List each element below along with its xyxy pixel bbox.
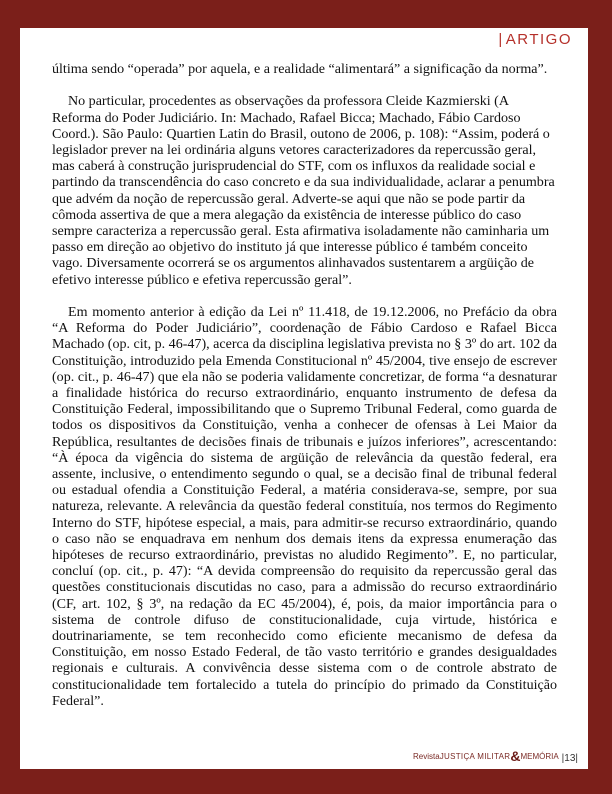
- footer-journal-name: JUSTIÇA MILITAR: [439, 752, 511, 761]
- paragraph-lei-11418: Em momento anterior à edição da Lei nº 11.418, de 19.12.2006, no Prefácio da obra “A Reforma do Poder Judiciário”, coordenação de Fábio Cardoso e Rafael Bicca Machado (op. cit, p. 46-47), acerca da disciplina legislativa prevista no § 3º do art. 102 da Constituição, introduzido pela Emenda Constitucional nº 45/2004, tive ensejo de escrever (op. cit., p. 46-47) que ela não se poderia validamente concretizar, de forma “a desnaturar a finalidade histórica do recurso extraordinário, enquanto instrumento de defesa da Constituição Federal, impossibilitando que o Supremo Tribunal Federal, como guarda de todos os dispositivos da Constituição, venha a conhecer de ofensas à Lei Maior da República, resultantes de decisões finais de tribunais e juízos inferiores”, acrescentando: “À época da vigência do sistema de argüição de relevância da questão federal, era assente, inclusive, o entendimento segundo o qual, se a decisão final de tribunal federal ou estadual ofendia a Constituição Federal, a matéria considerava-se, sempre, por sua natureza, relevante. A relevância da questão federal constituía, nos termos do Regimento Interno do STF, hipótese especial, a mais, para admitir-se recurso extraordinário, quando o caso não se enquadrava em nenhum dos demais itens da expressa enumeração das hipóteses de recurso extraordinário, previstas no aludido Regimento”. E, no particular, concluí (op. cit., p. 47): “A devida compreensão do requisito da repercussão geral das questões constitucionais discutidas no caso, para a admissão do recurso extraordinário (CF, art. 102, § 3º, na redação da EC 45/2004), é, pois, da maior importância para o sistema de controle difuso de constitucionalidade, cuja virtude, histórica e doutrinariamente, se tem reconhecido como eficiente mecanismo de defesa da Constituição, em nosso Estado Federal, de tão vasto território e grandes desigualdades regionais e culturais. A convivência desse sistema com o de controle abstrato de constitucionalidade tem fortalecido a tutela do princípio do primado da Constituição Federal”.: [52, 304, 557, 709]
- page-sheet: [20, 28, 588, 769]
- section-label: ARTIGO: [505, 31, 572, 48]
- page-number: |13|: [561, 753, 578, 764]
- journal-footer: [413, 748, 578, 766]
- section-tag: | ARTIGO: [498, 31, 572, 48]
- paragraph-continuation: última sendo “operada” por aquela, e a realidade “alimentará” a significação da norma”.: [52, 61, 548, 77]
- paragraph-kazmierski-quote: No particular, procedentes as observações da professora Cleide Kazmierski (A Reforma do Poder Judiciário. In: Machado, Rafael Bicca; Machado, Fábio Cardoso Coord.). São Paulo: Quartien Latin do Brasil, outono de 2006, p. 108): “Assim, poderá o legislador prever na lei ordinária alguns vetores caracterizadores da repercussão geral, mas caberá à construção jurisprudencial do STF, com os influxos da realidade social e partindo da transcendência do caso concreto e da sua individualidade, aclarar a penumbra que advém da noção de repercussão geral. Adverte-se aqui que não se pode partir da cômoda assertiva de que a mera alegação da existência de interesse público do caso sempre caracteriza a repercussão geral. Esta afirmativa isoladamente não caminharia um passo em direção ao objetivo do instituto já que interesse público é também conceito vago. Diversamente ocorrerá se os argumentos alinhavados sustentarem a argüição de efetivo interesse público e efetiva repercussão geral”.: [52, 93, 555, 288]
- article-body: [52, 61, 557, 709]
- footer-memoria: MEMÓRIA: [520, 752, 559, 761]
- footer-revista: Revista: [413, 752, 440, 761]
- footer-ampersand: &: [510, 748, 521, 764]
